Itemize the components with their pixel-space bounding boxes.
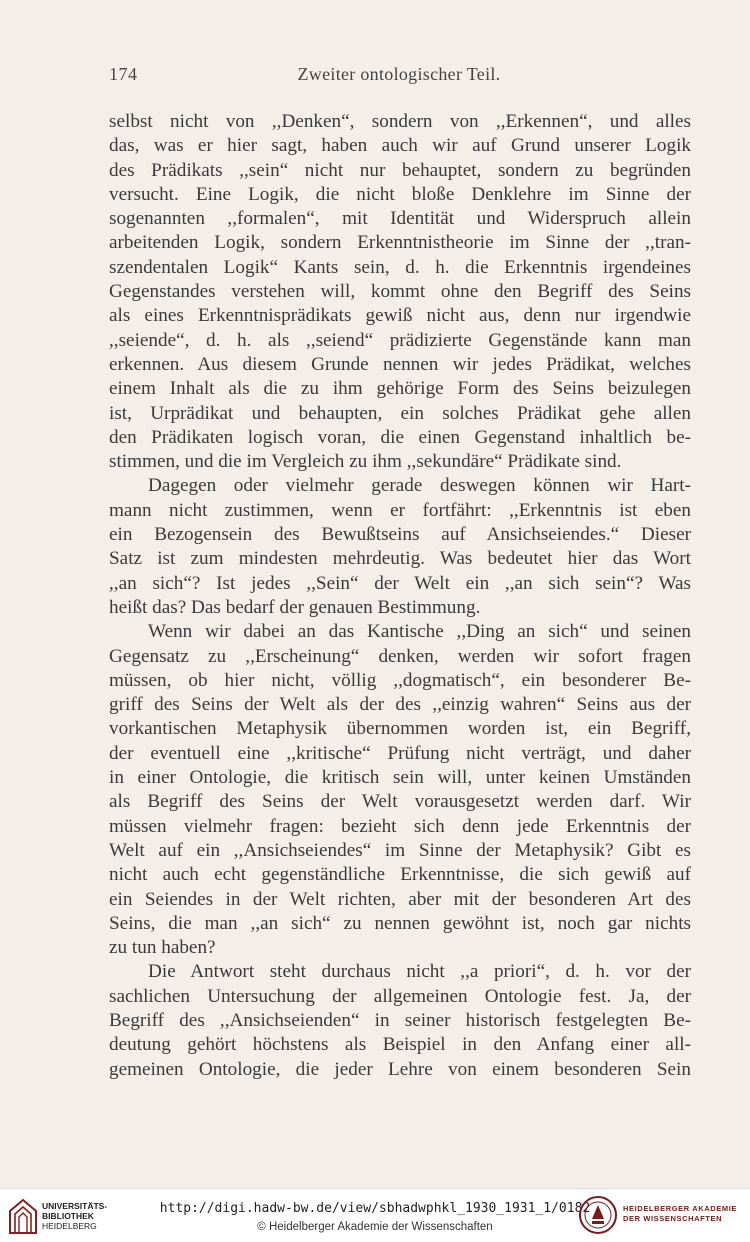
library-name: UNIVERSITÄTS- BIBLIOTHEK HEIDELBERG (42, 1201, 108, 1231)
text-line: szendentalen Logik“ Kants sein, d. h. die Erkenntnis irgendeines (109, 256, 691, 278)
text-line: ein Seiendes in der Welt richten, aber mit der besonderen Art des (109, 888, 691, 910)
text-line: Gegensatz zu ,,Erscheinung“ denken, werden wir sofort fragen (109, 645, 691, 667)
text-line: Wenn wir dabei an das Kantische ,,Ding an sich“ und seinen (148, 621, 691, 643)
text-line: als Begriff des Seins der Welt vorausgesetzt werden darf. Wir (109, 791, 691, 813)
text-line: Seins, die man ,,an sich“ zu nennen gewöhnt ist, noch gar nichts (109, 912, 691, 934)
text-line: Dagegen oder vielmehr gerade deswegen können wir Hart- (148, 475, 691, 497)
text-line: müssen vielmehr fragen: bezieht sich denn jede Erkenntnis der (109, 815, 691, 837)
text-line: nicht auch echt gegenständliche Erkenntnisse, die sich gewiß auf (109, 864, 691, 886)
academy-name: HEIDELBERGER AKADEMIE DER WISSENSCHAFTEN (623, 1204, 737, 1223)
academy-seal-icon (578, 1195, 618, 1235)
text-line: arbeitenden Logik, sondern Erkenntnistheorie im Sinne der ,,tran- (109, 232, 691, 254)
text-line: heißt das? Das bedarf der genauen Bestimmung. (109, 596, 481, 618)
viewer-footer (0, 1188, 750, 1242)
text-line: zu tun haben? (109, 937, 216, 959)
text-line: des Prädikats ,,sein“ nicht nur behauptet, sondern zu begründen (109, 159, 691, 181)
text-line: erkennen. Aus diesem Grunde nennen wir jedes Prädikat, welches (109, 353, 691, 375)
text-line: in einer Ontologie, die kritisch sein will, unter keinen Umständen (109, 767, 691, 789)
text-line: müssen, ob hier nicht, völlig ,,dogmatisch“, ein besonderer Be- (109, 669, 691, 691)
text-line: versucht. Eine Logik, die nicht bloße Denklehre im Sinne der (109, 183, 691, 205)
text-line: ,,seiende“, d. h. als ,,seiend“ prädizierte Gegenstände kann man (109, 329, 691, 351)
text-line: Begriff des ,,Ansichseienden“ in seiner historisch festgelegten Be- (109, 1009, 691, 1031)
text-line: mann nicht zustimmen, wenn er fortfährt: ,,Erkenntnis ist eben (109, 499, 691, 521)
text-line: griff des Seins der Welt als der des ,,einzig wahren“ Seins aus der (109, 694, 691, 716)
text-line: stimmen, und die im Vergleich zu ihm ,,sekundäre“ Prädikate sind. (109, 451, 622, 473)
body-text (109, 110, 691, 1082)
text-line: Welt auf ein ,,Ansichseiendes“ im Sinne der Metaphysik? Gibt es (109, 839, 691, 861)
text-line: Satz ist zum mindesten mehrdeutig. Was bedeutet hier das Wort (109, 548, 691, 570)
copyright-notice: © Heidelberger Akademie der Wissenschaften (257, 1221, 493, 1233)
text-line: der eventuell eine ,,kritische“ Prüfung nicht verträgt, und daher (109, 742, 691, 764)
text-line: ist, Urprädikat und behaupten, ein solches Prädikat gehe allen (109, 402, 691, 424)
text-line: sogenannten ,,formalen“, mit Identität und Widerspruch allein (109, 208, 691, 230)
text-line: den Prädikaten logisch voran, die einen Gegenstand inhaltlich be- (109, 426, 691, 448)
text-line: deutung gehört höchstens als Beispiel in den Anfang einer all- (109, 1034, 691, 1056)
text-line: ein Bezogensein des Bewußtseins auf Ansichseiendes.“ Dieser (109, 524, 691, 546)
text-line: selbst nicht von ,,Denken“, sondern von ,,Erkennen“, und alles (109, 111, 691, 132)
permalink-url[interactable]: http://digi.hadw-bw.de/view/sbhadwphkl_1930_1931_1/0182 (159, 1201, 591, 1216)
text-line: als eines Erkenntnisprädikats gewiß nicht aus, denn nur irgendwie (109, 305, 691, 327)
text-line: vorkantischen Metaphysik übernommen worden ist, ein Begriff, (109, 718, 691, 740)
text-line: gemeinen Ontologie, die jeder Lehre von einem besonderen Sein (109, 1058, 691, 1080)
page-number: 174 (109, 64, 138, 84)
text-line: Gegenstandes verstehen will, kommt ohne den Begriff des Seins (109, 281, 691, 303)
text-line: sachlichen Untersuchung der allgemeinen Ontologie fest. Ja, der (109, 985, 691, 1007)
text-line: das, was er hier sagt, haben auch wir auf Grund unserer Logik (109, 135, 691, 157)
text-line: ,,an sich“? Ist jedes ,,Sein“ der Welt ein ,,an sich sein“? Was (109, 572, 691, 594)
page-header (109, 64, 689, 90)
text-line: einem Inhalt als die zu ihm gehörige Form des Seins beizulegen (109, 378, 691, 400)
running-title: Zweiter ontologischer Teil. (297, 64, 501, 84)
text-line: Die Antwort steht durchaus nicht ,,a priori“, d. h. vor der (148, 961, 691, 983)
